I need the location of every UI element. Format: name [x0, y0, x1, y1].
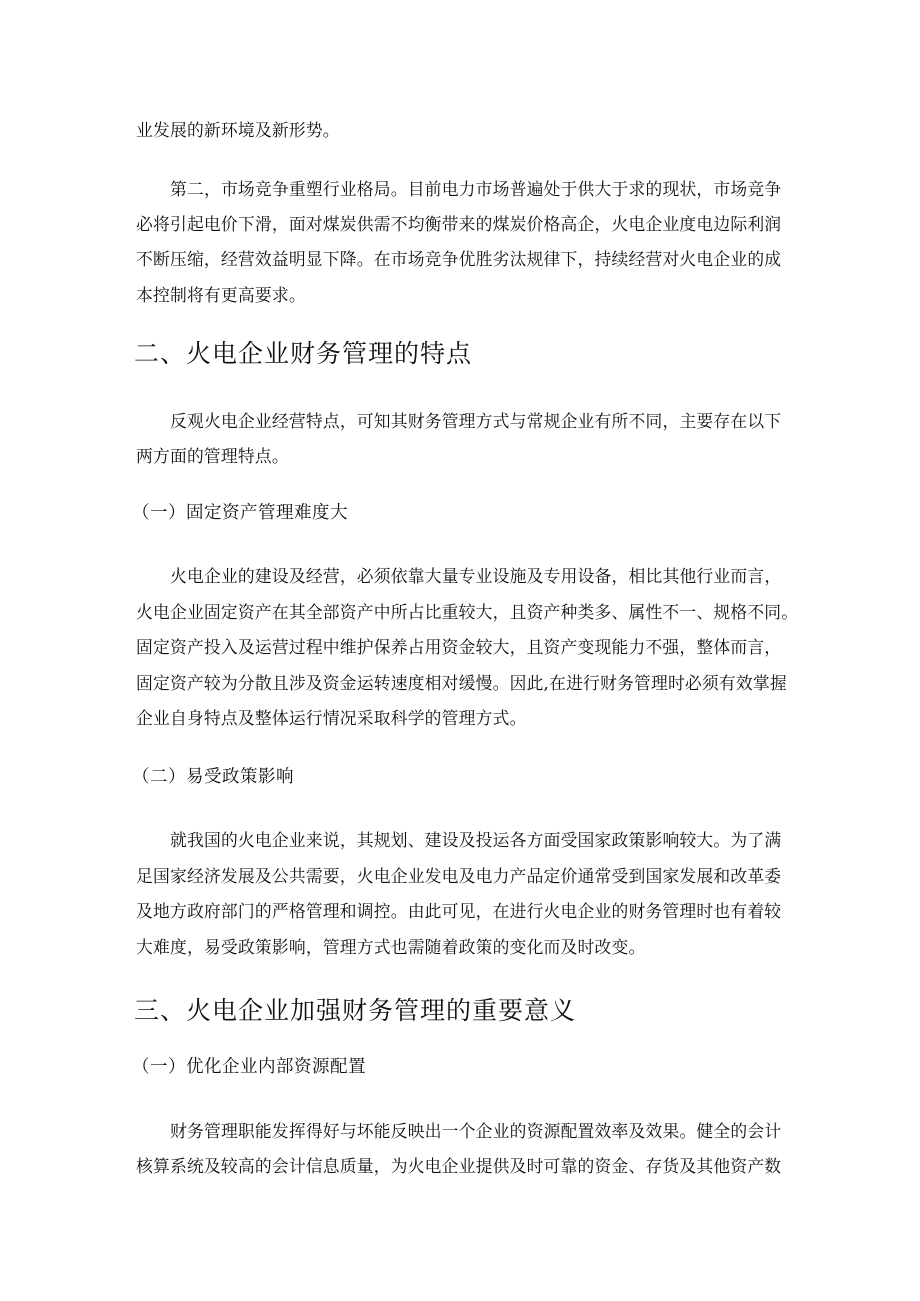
subsection-heading: （一）优化企业内部资源配置	[132, 1057, 366, 1077]
paragraph-line: 本控制将有更高要求。	[136, 285, 306, 305]
paragraph-line: 大难度，易受政策影响，管理方式也需随着政策的变化而及时改变。	[136, 937, 646, 957]
paragraph-line: 反观火电企业经营特点，可知其财务管理方式与常规企业有所不同，主要存在以下	[170, 411, 782, 431]
paragraph-line: 两方面的管理特点。	[136, 446, 289, 466]
paragraph-line: 核算系统及较高的会计信息质量，为火电企业提供及时可靠的资金、存货及其他资产数	[136, 1156, 782, 1176]
paragraph-line: 业发展的新环境及新形势。	[136, 120, 340, 140]
paragraph-line: 企业自身特点及整体运行情况采取科学的管理方式。	[136, 708, 527, 728]
subsection-heading: （二）易受政策影响	[132, 767, 294, 787]
paragraph-line: 火电企业的建设及经营，必须依靠大量专业设施及专用设备，相比其他行业而言，	[170, 566, 782, 586]
paragraph-line: 财务管理职能发挥得好与坏能反映出一个企业的资源配置效率及效果。健全的会计	[170, 1121, 782, 1141]
paragraph-line: 必将引起电价下滑，面对煤炭供需不均衡带来的煤炭价格高企，火电企业度电边际利润	[136, 214, 782, 234]
paragraph-line: 固定资产投入及运营过程中维护保养占用资金较大，且资产变现能力不强，整体而言，	[136, 637, 782, 657]
paragraph-line: 及地方政府部门的严格管理和调控。由此可见，在进行火电企业的财务管理时也有着较	[136, 901, 782, 921]
paragraph-line: 固定资产较为分散且涉及资金运转速度相对缓慢。因此,在进行财务管理时必须有效掌握	[136, 673, 787, 693]
section-heading: 二、火电企业财务管理的特点	[134, 339, 473, 368]
paragraph-line: 就我国的火电企业来说，其规划、建设及投运各方面受国家政策影响较大。为了满	[170, 830, 782, 850]
paragraph-line: 第二，市场竞争重塑行业格局。目前电力市场普遍处于供大于求的现状，市场竞争	[170, 179, 782, 199]
section-heading: 三、火电企业加强财务管理的重要意义	[134, 996, 577, 1025]
paragraph-line: 足国家经济发展及公共需要，火电企业发电及电力产品定价通常受到国家发展和改革委	[136, 866, 782, 886]
subsection-heading: （一）固定资产管理难度大	[132, 503, 348, 523]
paragraph-line: 火电企业固定资产在其全部资产中所占比重较大，且资产种类多、属性不一、规格不同。	[136, 602, 799, 622]
paragraph-line: 不断压缩，经营效益明显下降。在市场竞争优胜劣汰规律下，持续经营对火电企业的成	[136, 249, 782, 269]
